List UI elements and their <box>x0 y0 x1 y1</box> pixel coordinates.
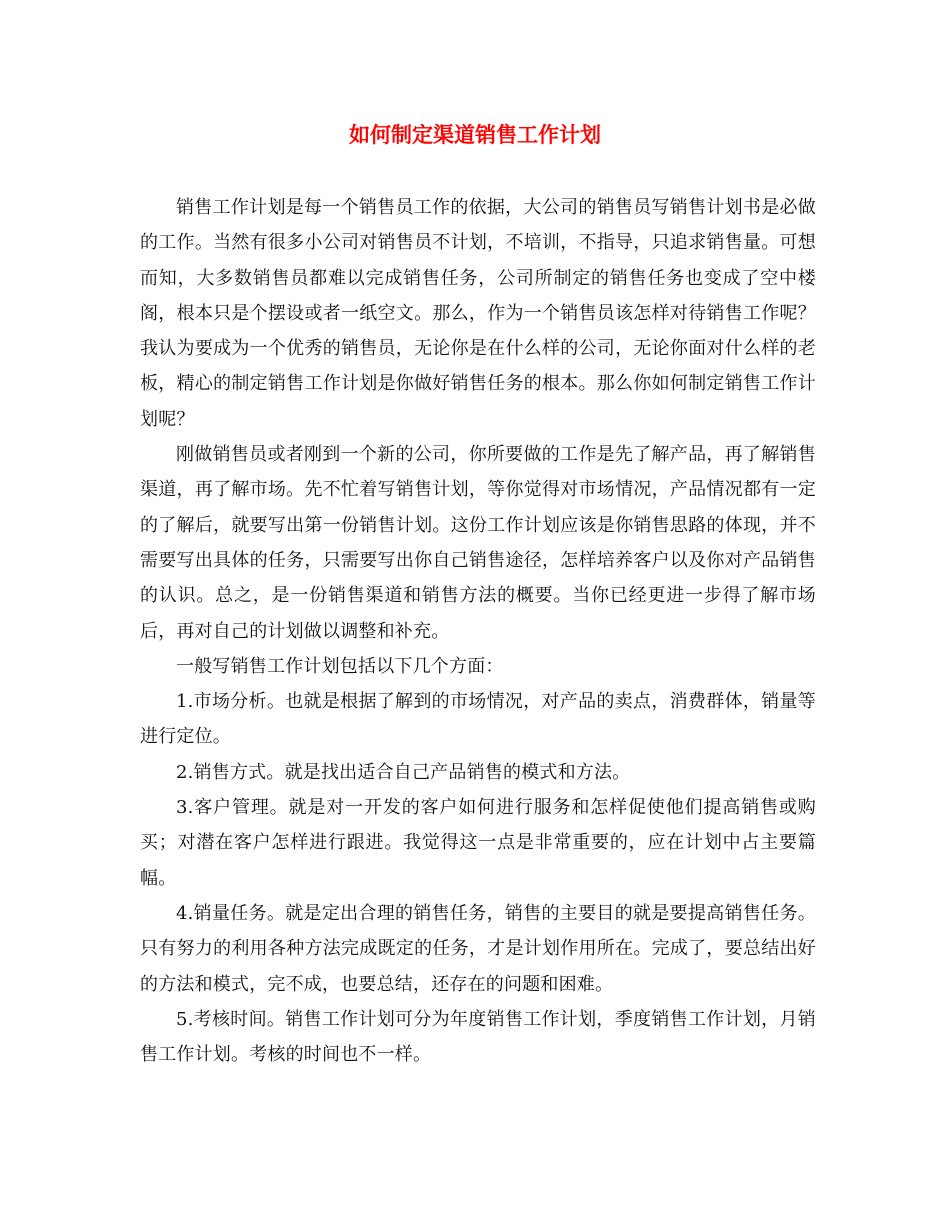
list-item-sales-method: 2.销售方式。就是找出适合自己产品销售的模式和方法。 <box>176 761 631 783</box>
document-body <box>140 190 816 1072</box>
list-item-customer-management: 3.客户管理。就是对一开发的客户如何进行服务和怎样促使他们提高销售或购买；对潜在客户怎样进行跟进。我觉得这一点是非常重要的，应在计划中占主要篇幅。 <box>140 797 816 889</box>
list-item-market-analysis: 1.市场分析。也就是根据了解到的市场情况，对产品的卖点，消费群体，销量等进行定位。 <box>140 691 816 748</box>
paragraph-plan-aspects: 一般写销售工作计划包括以下几个方面： <box>176 655 504 677</box>
list-item-sales-target: 4.销量任务。就是定出合理的销售任务，销售的主要目的就是要提高销售任务。只有努力的利用各种方法完成既定的任务，才是计划作用所在。完成了，要总结出好的方法和模式，完不成，也要总结，还存在的问题和困难。 <box>140 902 816 995</box>
paragraph-intro: 销售工作计划是每一个销售员工作的依据，大公司的销售员写销售计划书是必做的工作。当然有很多小公司对销售员不计划，不培训，不指导，只追求销售量。可想而知，大多数销售员都难以完成销售任务，公司所制定的销售任务也变成了空中楼阁，根本只是个摆设或者一纸空文。那么，作为一个销售员该怎样对待销售工作呢？我认为要成为一个优秀的销售员，无论你是在什么样的公司，无论你面对什么样的老板，精心的制定销售工作计划是你做好销售任务的根本。那么你如何制定销售工作计划呢？ <box>140 197 816 430</box>
document-title: 如何制定渠道销售工作计划 <box>349 122 601 147</box>
paragraph-new-salesperson: 刚做销售员或者刚到一个新的公司，你所要做的工作是先了解产品，再了解销售渠道，再了解市场。先不忙着写销售计划，等你觉得对市场情况，产品情况都有一定的了解后，就要写出第一份销售计划。这份工作计划应该是你销售思路的体现，并不需要写出具体的任务，只需要写出你自己销售途径，怎样培养客户以及你对产品销售的认识。总之，是一份销售渠道和销售方法的概要。当你已经更进一步得了解市场后，再对自己的计划做以调整和补充。 <box>140 444 816 642</box>
list-item-assessment-time: 5.考核时间。销售工作计划可分为年度销售工作计划，季度销售工作计划，月销售工作计划。考核的时间也不一样。 <box>140 1008 816 1066</box>
